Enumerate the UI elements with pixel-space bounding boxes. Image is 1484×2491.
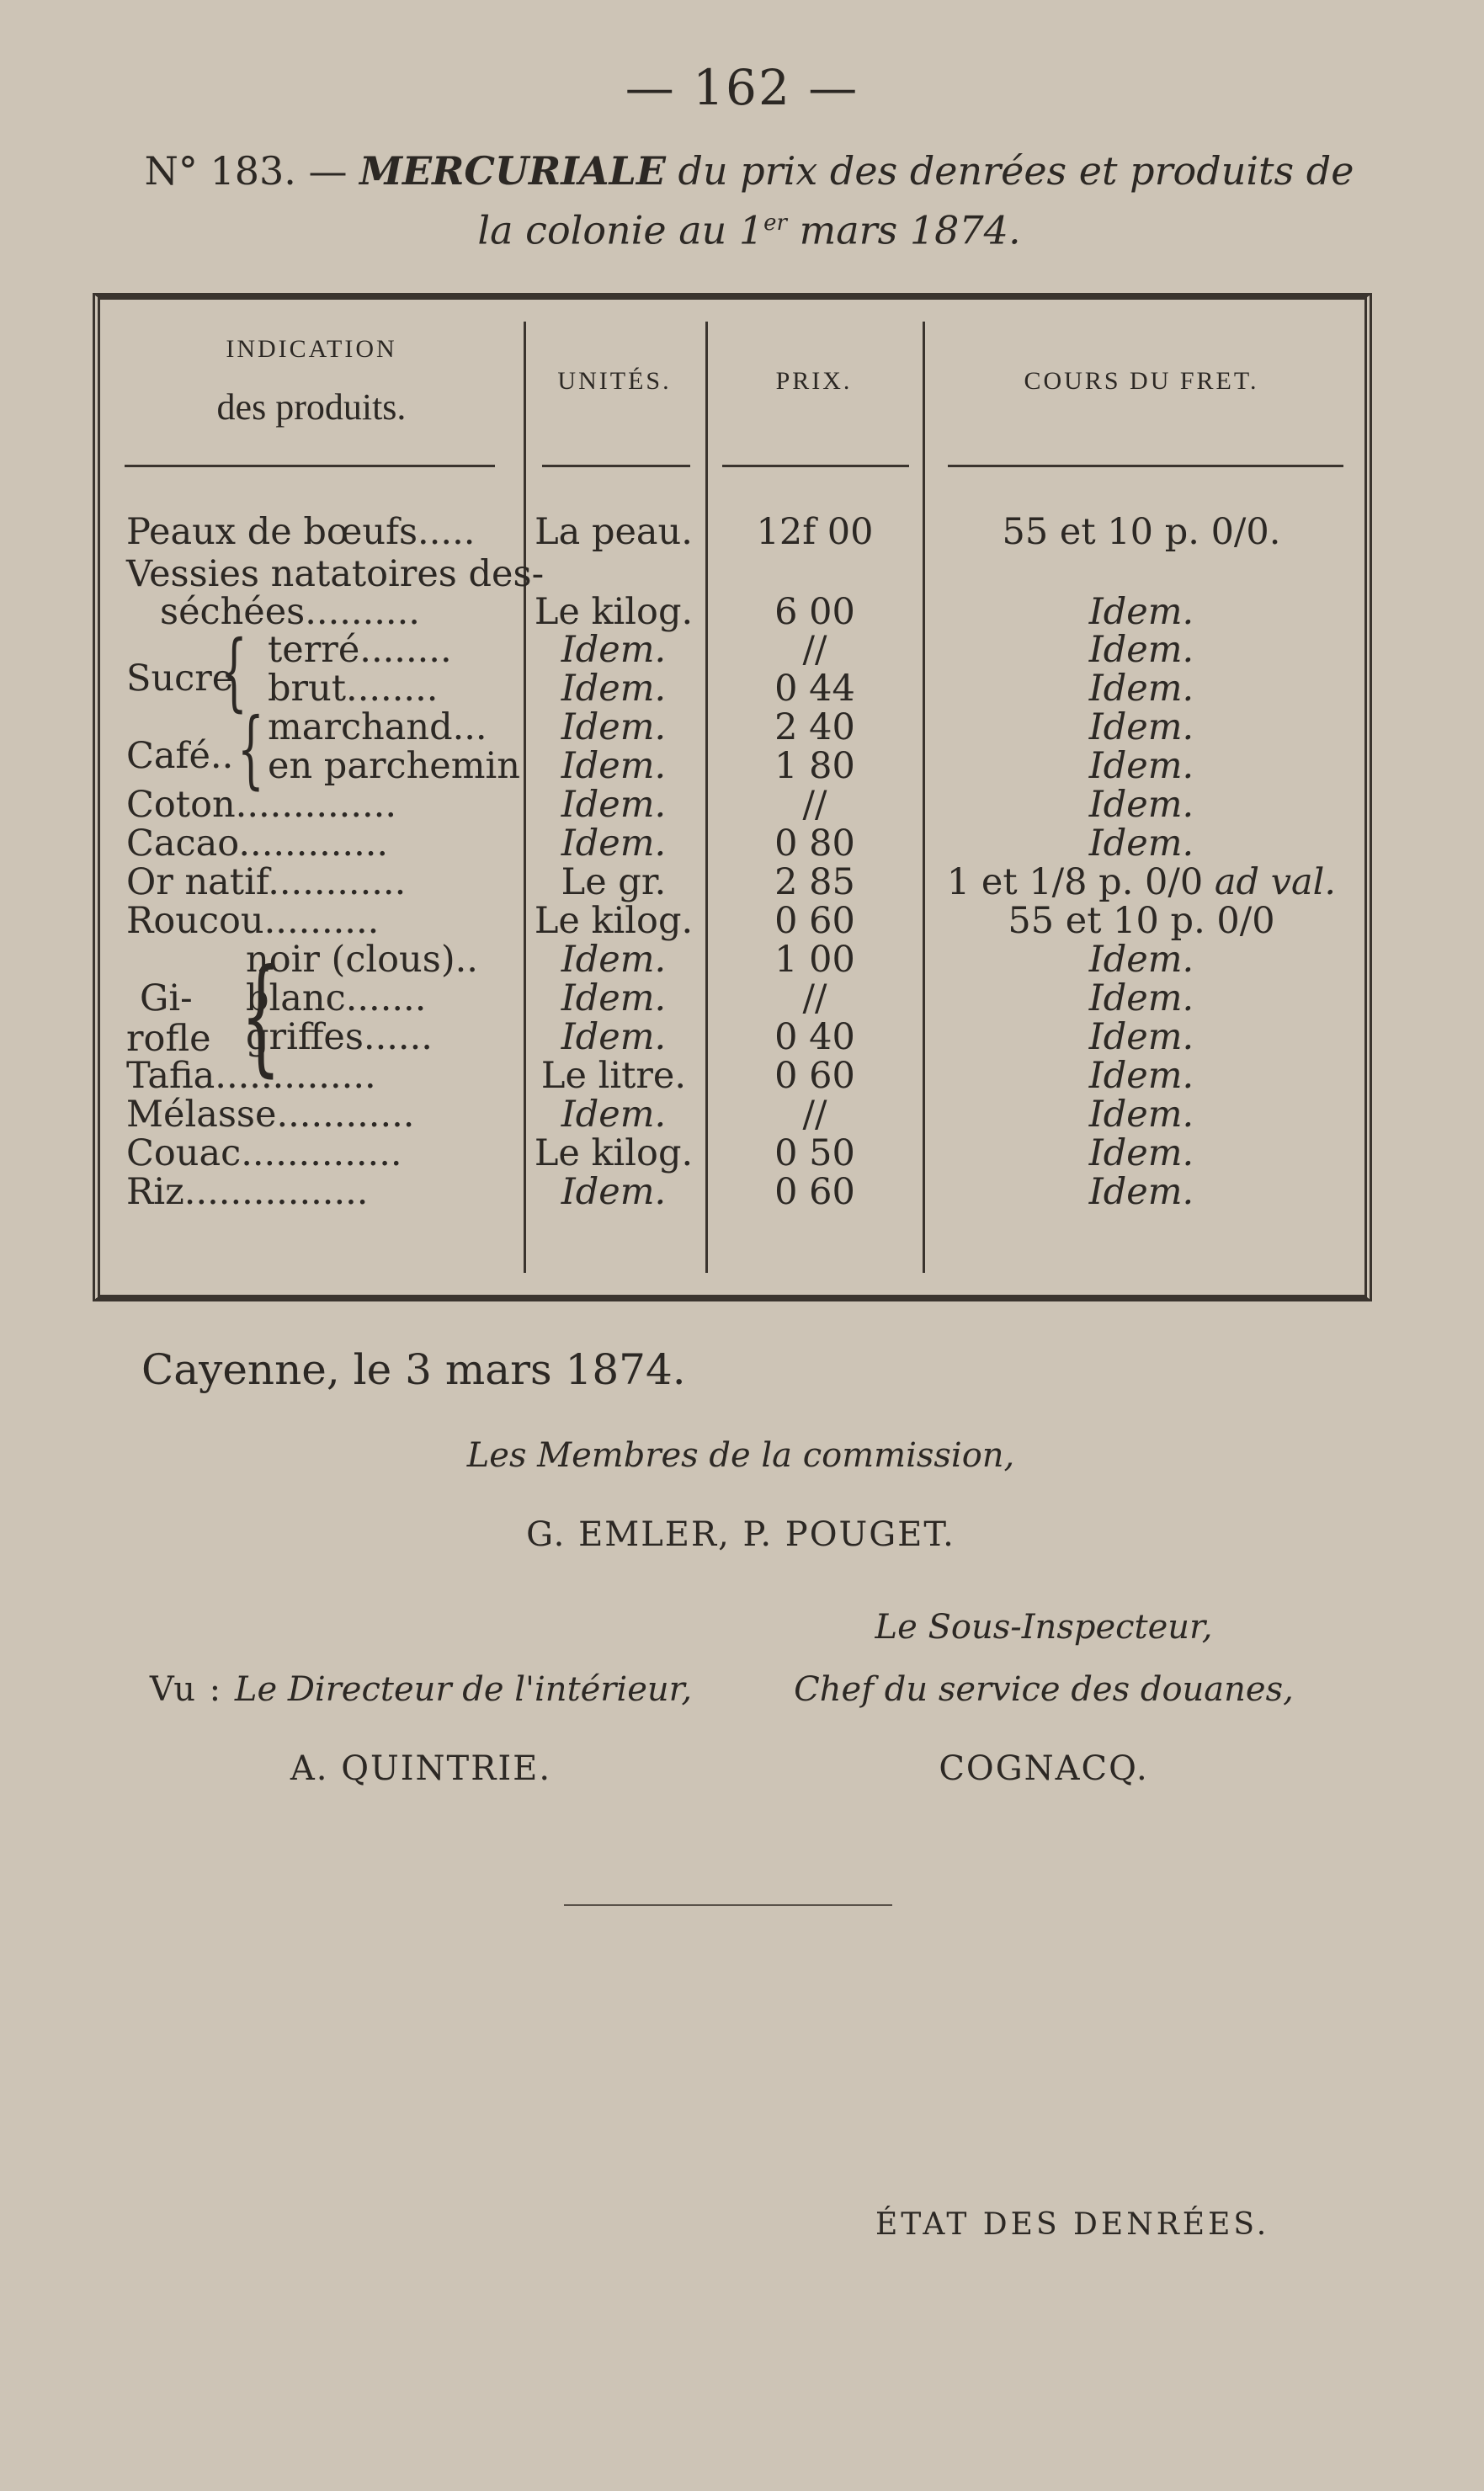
price-cell: 1 80 bbox=[774, 745, 855, 787]
fret-cell bbox=[926, 977, 1357, 1019]
fret-text: Idem. bbox=[1088, 1132, 1194, 1174]
header-rule bbox=[542, 465, 690, 467]
fret-cell bbox=[926, 900, 1357, 942]
inspecteur-name: COGNACQ. bbox=[939, 1749, 1149, 1788]
heading-title-main: MERCURIALE bbox=[359, 148, 666, 194]
fret-cell bbox=[926, 668, 1357, 710]
product-cell: blanc....... bbox=[246, 977, 427, 1019]
price-cell: 2 85 bbox=[774, 861, 855, 903]
price-cell: 0 60 bbox=[774, 900, 855, 942]
fret-text: Idem. bbox=[1088, 1016, 1194, 1058]
fret-cell bbox=[926, 784, 1357, 826]
fret-cell bbox=[926, 1171, 1357, 1213]
fret-cell bbox=[926, 1094, 1357, 1136]
fret-cell bbox=[926, 1016, 1357, 1058]
fret-cell bbox=[926, 939, 1357, 981]
commission-title: Les Membres de la commission, bbox=[466, 1436, 1015, 1475]
price-cell: // bbox=[802, 977, 827, 1019]
unit-cell: Idem. bbox=[561, 629, 667, 671]
fret-text: Idem. bbox=[1088, 1094, 1194, 1136]
fret-cell bbox=[926, 1055, 1357, 1097]
unit-cell: Le kilog. bbox=[534, 1132, 694, 1174]
unit-cell: Le kilog. bbox=[534, 591, 694, 633]
header-indication-sub: des produits. bbox=[216, 386, 407, 428]
fret-text: Idem. bbox=[1088, 1171, 1194, 1213]
fret-text: Idem. bbox=[1088, 745, 1194, 787]
header-indication: INDICATION bbox=[226, 335, 397, 363]
fret-cell bbox=[926, 745, 1357, 787]
price-cell: // bbox=[802, 629, 827, 671]
price-cell: // bbox=[802, 1094, 827, 1136]
brace-icon: { bbox=[221, 622, 247, 721]
product-cell: marchand... bbox=[268, 706, 487, 748]
price-cell: 0 80 bbox=[774, 822, 855, 865]
vu-prefix: Vu : bbox=[149, 1670, 235, 1709]
unit-cell: Idem. bbox=[561, 784, 667, 826]
group-label-girofle: Gi- bbox=[140, 977, 193, 1019]
place-date: Cayenne, le 3 mars 1874. bbox=[141, 1345, 686, 1394]
fret-tail: ad val. bbox=[1203, 861, 1337, 903]
unit-cell: Idem. bbox=[561, 706, 667, 748]
fret-cell bbox=[926, 706, 1357, 748]
column-divider bbox=[705, 322, 708, 1273]
product-cell: noir (clous).. bbox=[246, 939, 478, 981]
header-rule bbox=[948, 465, 1343, 467]
product-cell: Couac.............. bbox=[126, 1132, 402, 1174]
group-label-cafe: Café.. bbox=[126, 735, 234, 777]
product-cell: Riz................ bbox=[126, 1171, 369, 1213]
product-cell: terré........ bbox=[268, 629, 452, 671]
product-cell: brut........ bbox=[268, 668, 439, 710]
fret-text: Idem. bbox=[1088, 822, 1194, 865]
product-cell: Roucou.......... bbox=[126, 900, 380, 942]
fret-text: Idem. bbox=[1088, 939, 1194, 981]
fret-text: Idem. bbox=[1088, 784, 1194, 826]
unit-cell: Idem. bbox=[561, 1016, 667, 1058]
fret-text: Idem. bbox=[1088, 977, 1194, 1019]
header-unites: UNITÉS. bbox=[557, 367, 672, 395]
price-cell: 0 44 bbox=[774, 668, 855, 710]
fret-cell bbox=[926, 593, 1357, 631]
header-fret: COURS DU FRET. bbox=[1024, 367, 1259, 395]
product-cell: Cacao............. bbox=[126, 822, 389, 865]
unit-cell: Idem. bbox=[561, 822, 667, 865]
product-cell: Coton.............. bbox=[126, 784, 397, 826]
inspecteur-title-2: Chef du service des douanes, bbox=[794, 1670, 1294, 1709]
fret-text: 55 et 10 p. 0/0. bbox=[1002, 511, 1281, 553]
group-label-girofle-2: rofle bbox=[126, 1018, 211, 1060]
fret-cell bbox=[926, 629, 1357, 671]
inspecteur-title: Le Sous-Inspecteur, bbox=[875, 1608, 1213, 1647]
fret-cell bbox=[926, 511, 1357, 553]
price-cell: 0 60 bbox=[774, 1171, 855, 1213]
group-label-sucre: Sucre bbox=[126, 657, 234, 700]
fret-text: Idem. bbox=[1088, 629, 1194, 671]
price-cell: 1 00 bbox=[774, 939, 855, 981]
fret-cell bbox=[926, 822, 1357, 865]
product-cell: séchées.......... bbox=[160, 591, 420, 633]
vu-name: A. QUINTRIE. bbox=[290, 1749, 552, 1788]
product-cell: Peaux de bœufs..... bbox=[126, 511, 476, 553]
header-prix: PRIX. bbox=[775, 367, 853, 395]
heading-number: N° 183. — bbox=[144, 148, 348, 194]
heading-line2-a: la colonie au 1 bbox=[477, 207, 764, 253]
unit-cell: Idem. bbox=[561, 977, 667, 1019]
divider bbox=[564, 1904, 892, 1906]
fret-cell bbox=[926, 861, 1357, 903]
unit-cell: Idem. bbox=[561, 939, 667, 981]
product-cell: Or natif............ bbox=[126, 861, 407, 903]
vu-title: Le Directeur de l'intérieur, bbox=[234, 1670, 693, 1709]
fret-text: Idem. bbox=[1088, 591, 1194, 633]
brace-icon: { bbox=[241, 943, 281, 1089]
unit-cell: Idem. bbox=[561, 1171, 667, 1213]
unit-cell: Idem. bbox=[561, 1094, 667, 1136]
price-cell: 2 40 bbox=[774, 706, 855, 748]
footer-catchword: ÉTAT DES DENRÉES. bbox=[875, 2207, 1270, 2242]
page-number: — 162 — bbox=[625, 59, 859, 116]
vu-block bbox=[84, 1670, 758, 1709]
price-cell: 0 50 bbox=[774, 1132, 855, 1174]
header-rule bbox=[125, 465, 495, 467]
unit-cell: Le kilog. bbox=[534, 900, 694, 942]
fret-text: Idem. bbox=[1088, 706, 1194, 748]
commission-names: G. EMLER, P. POUGET. bbox=[526, 1515, 955, 1554]
brace-icon: { bbox=[237, 700, 264, 798]
product-cell: Tafia.............. bbox=[126, 1055, 376, 1097]
product-cell: Mélasse............ bbox=[126, 1094, 415, 1136]
document-heading bbox=[93, 145, 1406, 256]
fret-text: 1 et 1/8 p. 0/0 bbox=[946, 861, 1204, 903]
product-cell: griffes...... bbox=[246, 1016, 433, 1058]
header-rule bbox=[722, 465, 909, 467]
price-cell: 0 40 bbox=[774, 1016, 855, 1058]
fret-text: 55 et 10 p. 0/0 bbox=[1008, 900, 1275, 942]
price-cell: // bbox=[802, 784, 827, 826]
fret-text: Idem. bbox=[1088, 1055, 1194, 1097]
column-divider bbox=[923, 322, 925, 1273]
heading-title-rest: du prix des denrées et produits de bbox=[665, 148, 1354, 194]
heading-line2-b: mars 1874. bbox=[787, 207, 1021, 253]
price-cell: 0 60 bbox=[774, 1055, 855, 1097]
unit-cell: Le litre. bbox=[540, 1055, 687, 1097]
unit-cell: La peau. bbox=[535, 511, 693, 553]
fret-text: Idem. bbox=[1088, 668, 1194, 710]
product-cell: en parchemin bbox=[268, 745, 520, 787]
price-cell: 6 00 bbox=[774, 591, 855, 633]
unit-cell: Idem. bbox=[561, 745, 667, 787]
product-cell: Vessies natatoires des- bbox=[126, 553, 545, 595]
heading-line2-sup: er bbox=[763, 210, 787, 236]
unit-cell: Idem. bbox=[561, 668, 667, 710]
unit-cell: Le gr. bbox=[561, 861, 667, 903]
price-cell: 12f 00 bbox=[756, 511, 874, 553]
fret-cell bbox=[926, 1132, 1357, 1174]
